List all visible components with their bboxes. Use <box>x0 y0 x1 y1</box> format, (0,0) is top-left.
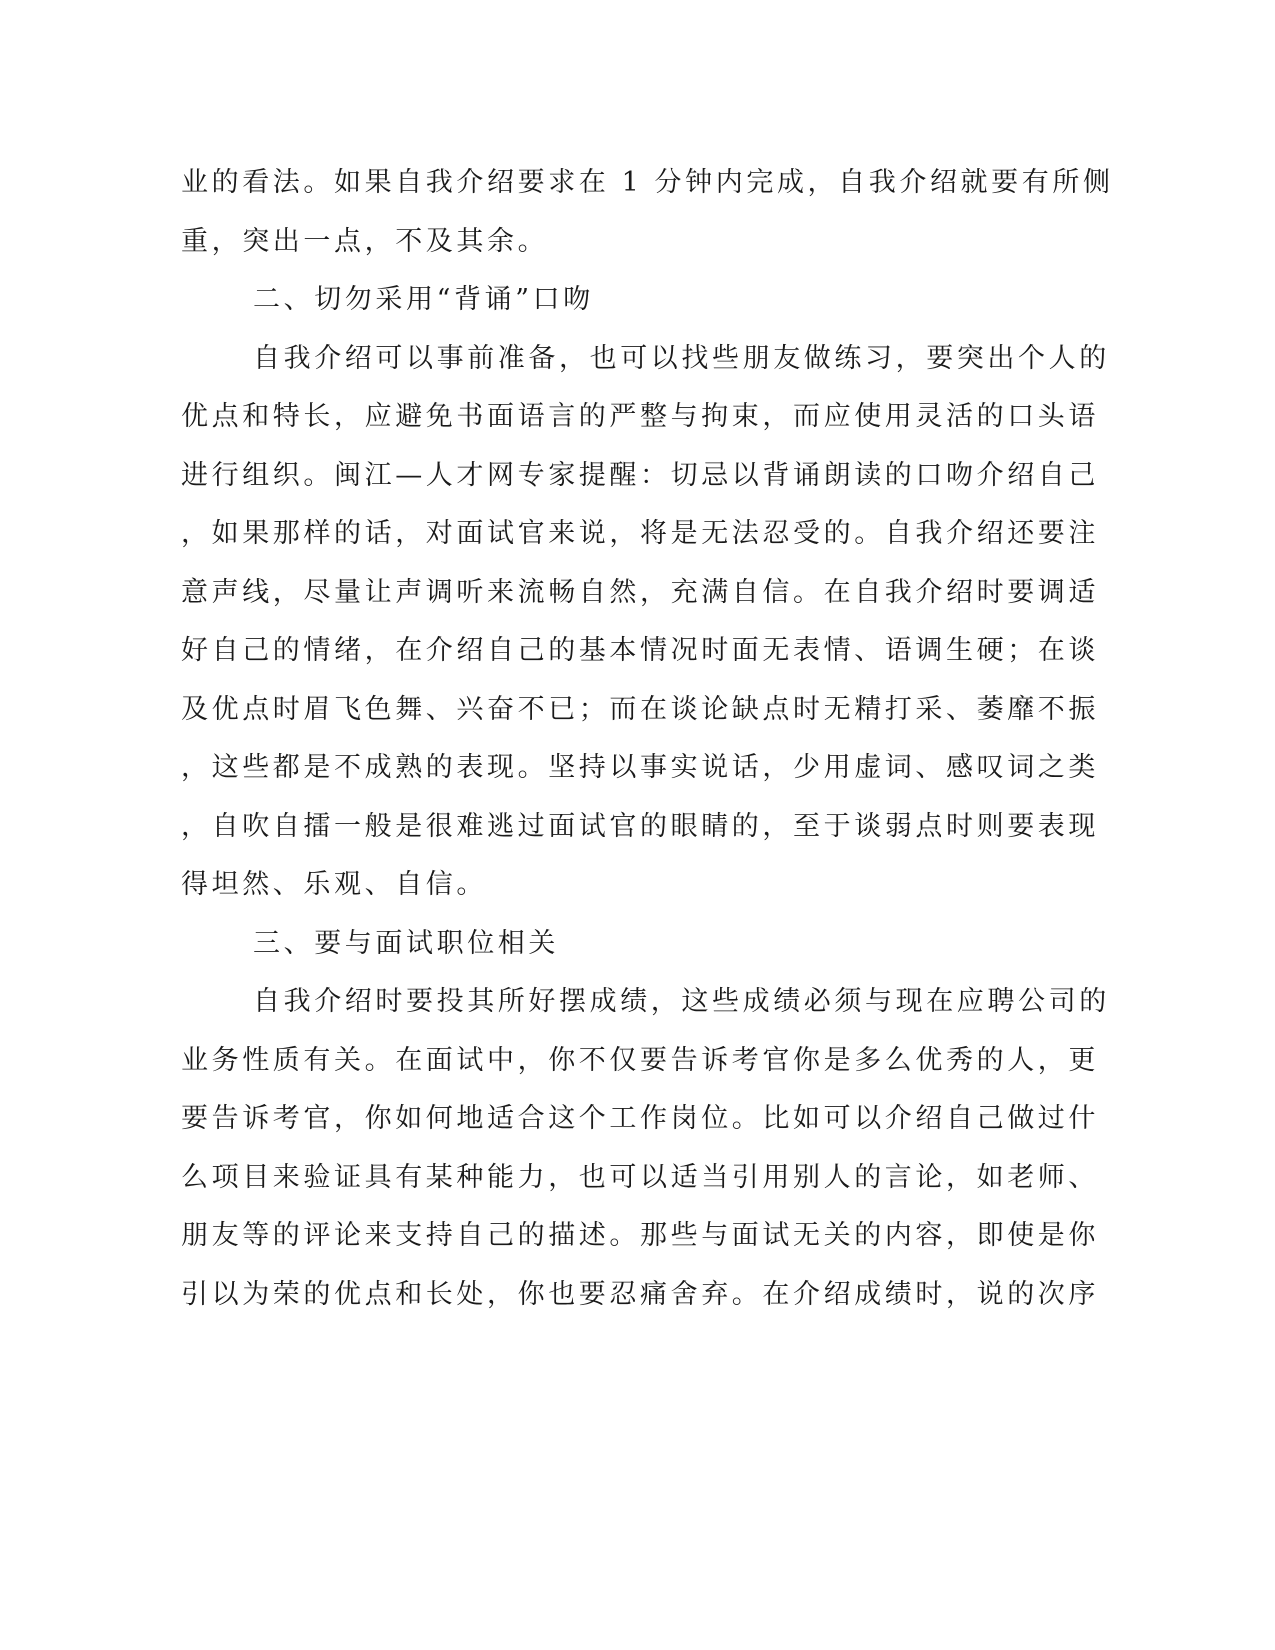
paragraph-line: 优点和特长，应避免书面语言的严整与拘束，而应使用灵活的口头语 <box>181 401 1099 432</box>
paragraph-line: 好自己的情绪，在介绍自己的基本情况时面无表情、语调生硬；在谈 <box>181 635 1099 666</box>
paragraph-line: 得坦然、乐观、自信。 <box>181 869 487 900</box>
paragraph-line: 自我介绍时要投其所好摆成绩，这些成绩必须与现在应聘公司的 <box>253 986 1110 1017</box>
paragraph-line: 要告诉考官，你如何地适合这个工作岗位。比如可以介绍自己做过什 <box>181 1103 1099 1134</box>
paragraph-line: ，这些都是不成熟的表现。坚持以事实说话，少用虚词、感叹词之类 <box>181 752 1099 783</box>
paragraph-line: 朋友等的评论来支持自己的描述。那些与面试无关的内容，即使是你 <box>181 1220 1099 1251</box>
section-heading: 三、要与面试职位相关 <box>253 927 559 959</box>
paragraph-line: ，自吹自擂一般是很难逃过面试官的眼睛的，至于谈弱点时则要表现 <box>181 810 1099 842</box>
paragraph-line: 进行组织。闽江—人才网专家提醒：切忌以背诵朗读的口吻介绍自己 <box>181 459 1099 491</box>
paragraph-line: 业的看法。如果自我介绍要求在 1 分钟内完成，自我介绍就要有所侧 <box>181 167 1114 198</box>
document-body <box>181 154 1114 1324</box>
paragraph-line: 意声线，尽量让声调听来流畅自然，充满自信。在自我介绍时要调适 <box>181 576 1099 608</box>
paragraph-line: 及优点时眉飞色舞、兴奋不已；而在谈论缺点时无精打采、萎靡不振 <box>181 693 1099 725</box>
paragraph-line: 么项目来验证具有某种能力，也可以适当引用别人的言论，如老师、 <box>181 1161 1099 1193</box>
paragraph-line: ，如果那样的话，对面试官来说，将是无法忍受的。自我介绍还要注 <box>181 518 1099 549</box>
paragraph-line: 重，突出一点，不及其余。 <box>181 225 549 257</box>
section-heading: 二、切勿采用“背诵”口吻 <box>253 284 594 315</box>
paragraph-line: 业务性质有关。在面试中，你不仅要告诉考官你是多么优秀的人，更 <box>181 1044 1099 1076</box>
paragraph-line: 引以为荣的优点和长处，你也要忍痛舍弃。在介绍成绩时，说的次序 <box>181 1278 1099 1310</box>
paragraph-line: 自我介绍可以事前准备，也可以找些朋友做练习，要突出个人的 <box>253 342 1110 374</box>
